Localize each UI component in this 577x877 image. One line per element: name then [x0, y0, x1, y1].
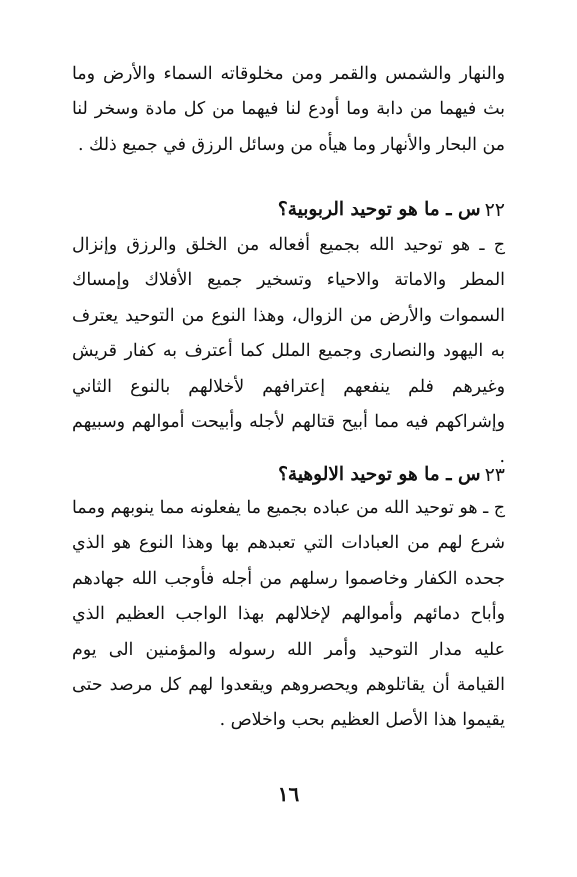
question-text: س ـ ما هو توحيد الربوبية؟ [277, 199, 481, 220]
page-number: ١٦ [277, 782, 300, 806]
question-text: س ـ ما هو توحيد الالوهية؟ [278, 464, 481, 485]
paragraph-intro: والنهار والشمس والقمر ومن مخلوقاته السماء والأرض وما بث فيهما من دابة وما أودع لنا فيهما من كل مادة وسخر لنا من البحار والأنهار وما هيأه من وسائل الرزق في جميع ذلك . [72, 64, 505, 155]
question-rububiyya [44, 193, 505, 227]
answer-uluhiyya: ج ـ هو توحيد الله من عباده بجميع ما يفعلونه مما ينوبهم ومما شرع لهم من العبادات التي تعبدهم بها وهذا النوع هو الذي جحده الكفار وخاصموا رسلهم من أجله فأوجب الله جهادهم وأباح دمائهم وأموالهم لإخلالهم بهذا الواجب العظيم الذي عليه مدار التوحيد وأمر الله رسوله والمؤمنين الى يوم القيامة أن يقاتلوهم ويحصروهم ويقعدوا لهم كل مرصد حتى يقيموا هذا الأصل العظيم بحب واخلاص . [72, 498, 505, 731]
question-number: ٢٣ [484, 464, 505, 486]
question-number: ٢٢ [484, 199, 505, 221]
answer-rububiyya: ج ـ هو توحيد الله بجميع أفعاله من الخلق والرزق وإنزال المطر والاماتة والاحياء وتسخير جميع الأفلاك وإمساك السموات والأرض من الزوال، وهذا النوع من التوحيد يعترف به اليهود والنصارى وجميع الملل كما أعترف به كفار قريش وغيرهم فلم ينفعهم إعترافهم لأخلالهم بالنوع الثاني وإشراكهم فيه مما أبيح قتالهم لأجله وأبيحت أموالهم وسبيهم . [72, 235, 505, 468]
question-uluhiyya [44, 458, 505, 492]
